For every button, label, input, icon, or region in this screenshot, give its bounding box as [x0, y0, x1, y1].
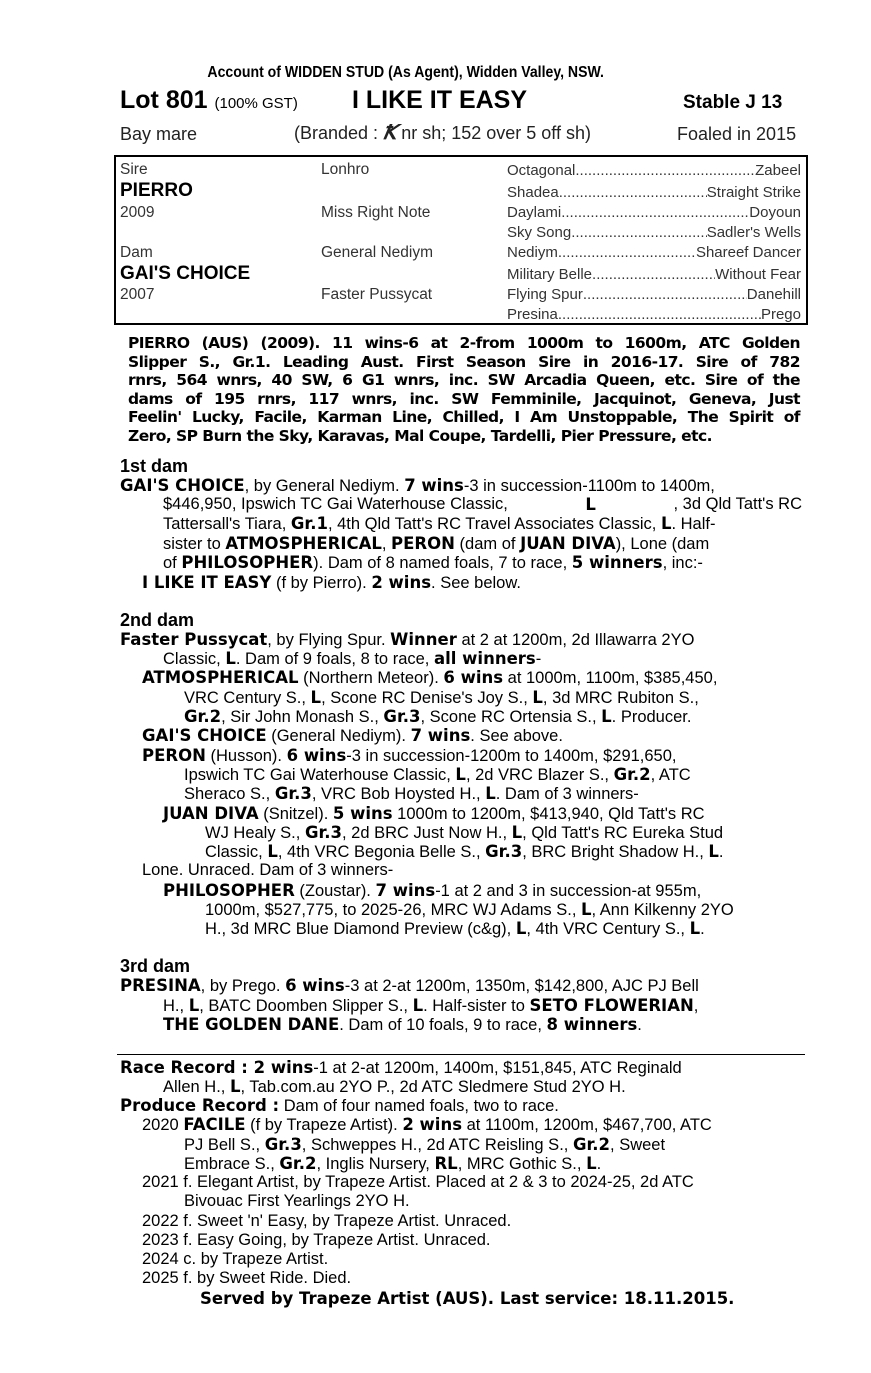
gst-note: (100% GST) — [214, 95, 298, 112]
offspring-philosopher: PHILOSOPHER (Zoustar). 7 wins-1 at 2 and 3 in succession-at 955m, — [163, 881, 702, 900]
produce-2021-2: Bivouac First Yearlings 2YO H. — [184, 1192, 410, 1210]
pedigree-entry: Sky Song ..... Sadler's Wells — [507, 224, 801, 241]
stable-number: Stable J 13 — [683, 92, 783, 113]
first-dam-line-2: $446,950, Ipswich TC Gai Waterhouse Classic, L , 3d Qld Tatt's RC — [163, 495, 802, 514]
section-divider — [117, 1054, 805, 1055]
lot-number: Lot 801 (100% GST) — [120, 86, 298, 114]
offspring-juan-diva-3: Classic, L, 4th VRC Begonia Belle S., Gr.3, BRC Bright Shadow H., L. — [205, 842, 724, 861]
dam-dam: Faster Pussycat — [321, 286, 433, 303]
race-record-2: Allen H., L, Tab.com.au 2YO P., 2d ATC Sledmere Stud 2YO H. — [163, 1077, 626, 1096]
vendor-account: Account of WIDDEN STUD (As Agent), Widden Valley, NSW. — [207, 64, 604, 81]
offspring-juan-diva: JUAN DIVA (Snitzel). 5 wins 1000m to 1200m, $413,940, Qld Tatt's RC — [163, 804, 705, 823]
sire-name: PIERRO — [120, 180, 193, 201]
offspring-philosopher-3: H., 3d MRC Blue Diamond Preview (c&g), L, 4th VRC Century S., L. — [205, 919, 705, 938]
horse-name: I LIKE IT EASY — [352, 86, 528, 114]
brand-mark-icon: Ꝁ — [381, 122, 399, 144]
offspring-atmospherical-3: Gr.2, Sir John Monash S., Gr.3, Scone RC Ortensia S., L. Producer. — [184, 707, 692, 726]
race-record: Race Record : 2 wins-1 at 2-at 1200m, 1400m, $151,845, ATC Reginald — [120, 1058, 682, 1077]
produce-record: Produce Record : Dam of four named foals, two to race. — [120, 1096, 559, 1115]
offspring-atmospherical-2: VRC Century S., L, Scone RC Denise's Joy S., L, 3d MRC Rubiton S., — [184, 688, 699, 707]
horse-sex: Bay mare — [120, 124, 198, 144]
service-note: Served by Trapeze Artist (AUS). Last service: 18.11.2015. — [200, 1289, 735, 1308]
offspring-peron: PERON (Husson). 6 wins-3 in succession-1200m to 1400m, $291,650, — [142, 746, 677, 765]
dam-sire: General Nediym — [321, 244, 433, 261]
produce-2020-2: PJ Bell S., Gr.3, Schweppes H., 2d ATC Reisling S., Gr.2, Sweet — [184, 1135, 666, 1154]
pedigree-entry: Military Belle ..... Without Fear — [507, 266, 801, 283]
first-dam-line-4: sister to ATMOSPHERICAL, PERON (dam of JUAN DIVA), Lone (dam — [163, 534, 710, 553]
sire-year: 2009 — [120, 204, 155, 221]
produce-2024: 2024 c. by Trapeze Artist. — [142, 1250, 329, 1268]
pedigree-entry: Shadea ..... Straight Strike — [507, 184, 801, 201]
offspring-peron-2: Ipswich TC Gai Waterhouse Classic, L, 2d VRC Blazer S., Gr.2, ATC — [184, 765, 691, 784]
sire-label: Sire — [120, 161, 148, 178]
dam-name: GAI'S CHOICE — [120, 263, 251, 284]
first-dam-heading: 1st dam — [120, 456, 189, 476]
sire-summary: PIERRO (AUS) (2009). 11 wins-6 at 2-from 1000m to 1600m, ATC Golden Slipper S., Gr.1. Leading Aust. First Season Sire in 2016-17. Sire of 782 rnrs, 564 wnrs, 40 SW, 6 G1 wnrs, inc. SW Arcadia Queen, etc. Sire of the dams of 195 rnrs, 117 wnrs, inc. SW Femminile, Jacquinot, Geneva, Just Feelin' Lucky, Facile, Karman Line, Chilled, I Am Unstoppable, The Spirit of Zero, SP Burn the Sky, Karavas, Mal Coupe, Tardelli, Pier Pressure, etc. — [128, 334, 800, 445]
offspring-peron-3: Sheraco S., Gr.3, VRC Bob Hoysted H., L. Dam of 3 winners- — [184, 784, 639, 803]
second-dam-line-2: Classic, L. Dam of 9 foals, 8 to race, all winners- — [163, 649, 542, 668]
pedigree-entry: Daylami ..... Doyoun — [507, 204, 801, 221]
pedigree-entry: Octagonal ..... Zabeel — [507, 162, 801, 179]
foaled-year: Foaled in 2015 — [677, 124, 797, 144]
pedigree-entry: Flying Spur ..... Danehill — [507, 286, 801, 303]
dam-year: 2007 — [120, 286, 155, 303]
second-dam-line-1: Faster Pussycat, by Flying Spur. Winner at 2 at 1200m, 2d Illawarra 2YO — [120, 630, 695, 649]
produce-2022: 2022 f. Sweet 'n' Easy, by Trapeze Artist. Unraced. — [142, 1212, 512, 1230]
first-dam-offspring: I LIKE IT EASY (f by Pierro). 2 wins. See below. — [142, 573, 521, 592]
offspring-gais-choice: GAI'S CHOICE (General Nediym). 7 wins. See above. — [142, 726, 563, 745]
third-dam-line-3: THE GOLDEN DANE. Dam of 10 foals, 9 to race, 8 winners. — [163, 1015, 642, 1034]
produce-2020-3: Embrace S., Gr.2, Inglis Nursery, RL, MRC Gothic S., L. — [184, 1154, 602, 1173]
third-dam-heading: 3rd dam — [120, 956, 191, 976]
first-dam-line-1: GAI'S CHOICE, by General Nediym. 7 wins-3 in succession-1100m to 1400m, — [120, 476, 715, 495]
pedigree-entry: Nediym ..... Shareef Dancer — [507, 244, 801, 261]
produce-2023: 2023 f. Easy Going, by Trapeze Artist. Unraced. — [142, 1231, 491, 1249]
dam-label: Dam — [120, 244, 153, 261]
produce-2025: 2025 f. by Sweet Ride. Died. — [142, 1269, 352, 1287]
pedigree-entry: Presina ..... Prego — [507, 306, 801, 323]
first-dam-line-3: Tattersall's Tiara, Gr.1, 4th Qld Tatt's RC Travel Associates Classic, L. Half- — [163, 514, 716, 533]
third-dam-line-1: PRESINA, by Prego. 6 wins-3 at 2-at 1200m, 1350m, $142,800, AJC PJ Bell — [120, 976, 699, 995]
offspring-philosopher-2: 1000m, $527,775, to 2025-26, MRC WJ Adams S., L, Ann Kilkenny 2YO — [205, 900, 734, 919]
granddam: Miss Right Note — [321, 204, 431, 221]
offspring-atmospherical: ATMOSPHERICAL (Northern Meteor). 6 wins at 1000m, 1100m, $385,450, — [142, 668, 718, 687]
brand-info: (Branded : Ꝁ nr sh; 152 over 5 off sh) — [294, 122, 591, 144]
offspring-juan-diva-2: WJ Healy S., Gr.3, 2d BRC Just Now H., L, Qld Tatt's RC Eureka Stud — [205, 823, 724, 842]
third-dam-line-2: H., L, BATC Doomben Slipper S., L. Half-sister to SETO FLOWERIAN, — [163, 996, 699, 1015]
offspring-lone: Lone. Unraced. Dam of 3 winners- — [142, 861, 394, 879]
produce-2021: 2021 f. Elegant Artist, by Trapeze Artist. Placed at 2 & 3 to 2024-25, 2d ATC — [142, 1173, 694, 1191]
first-dam-line-5: of PHILOSOPHER). Dam of 8 named foals, 7 to race, 5 winners, inc:- — [163, 553, 703, 572]
produce-2020: 2020 FACILE (f by Trapeze Artist). 2 wins at 1100m, 1200m, $467,700, ATC — [142, 1115, 712, 1134]
grandsire: Lonhro — [321, 161, 370, 178]
second-dam-heading: 2nd dam — [120, 610, 195, 630]
